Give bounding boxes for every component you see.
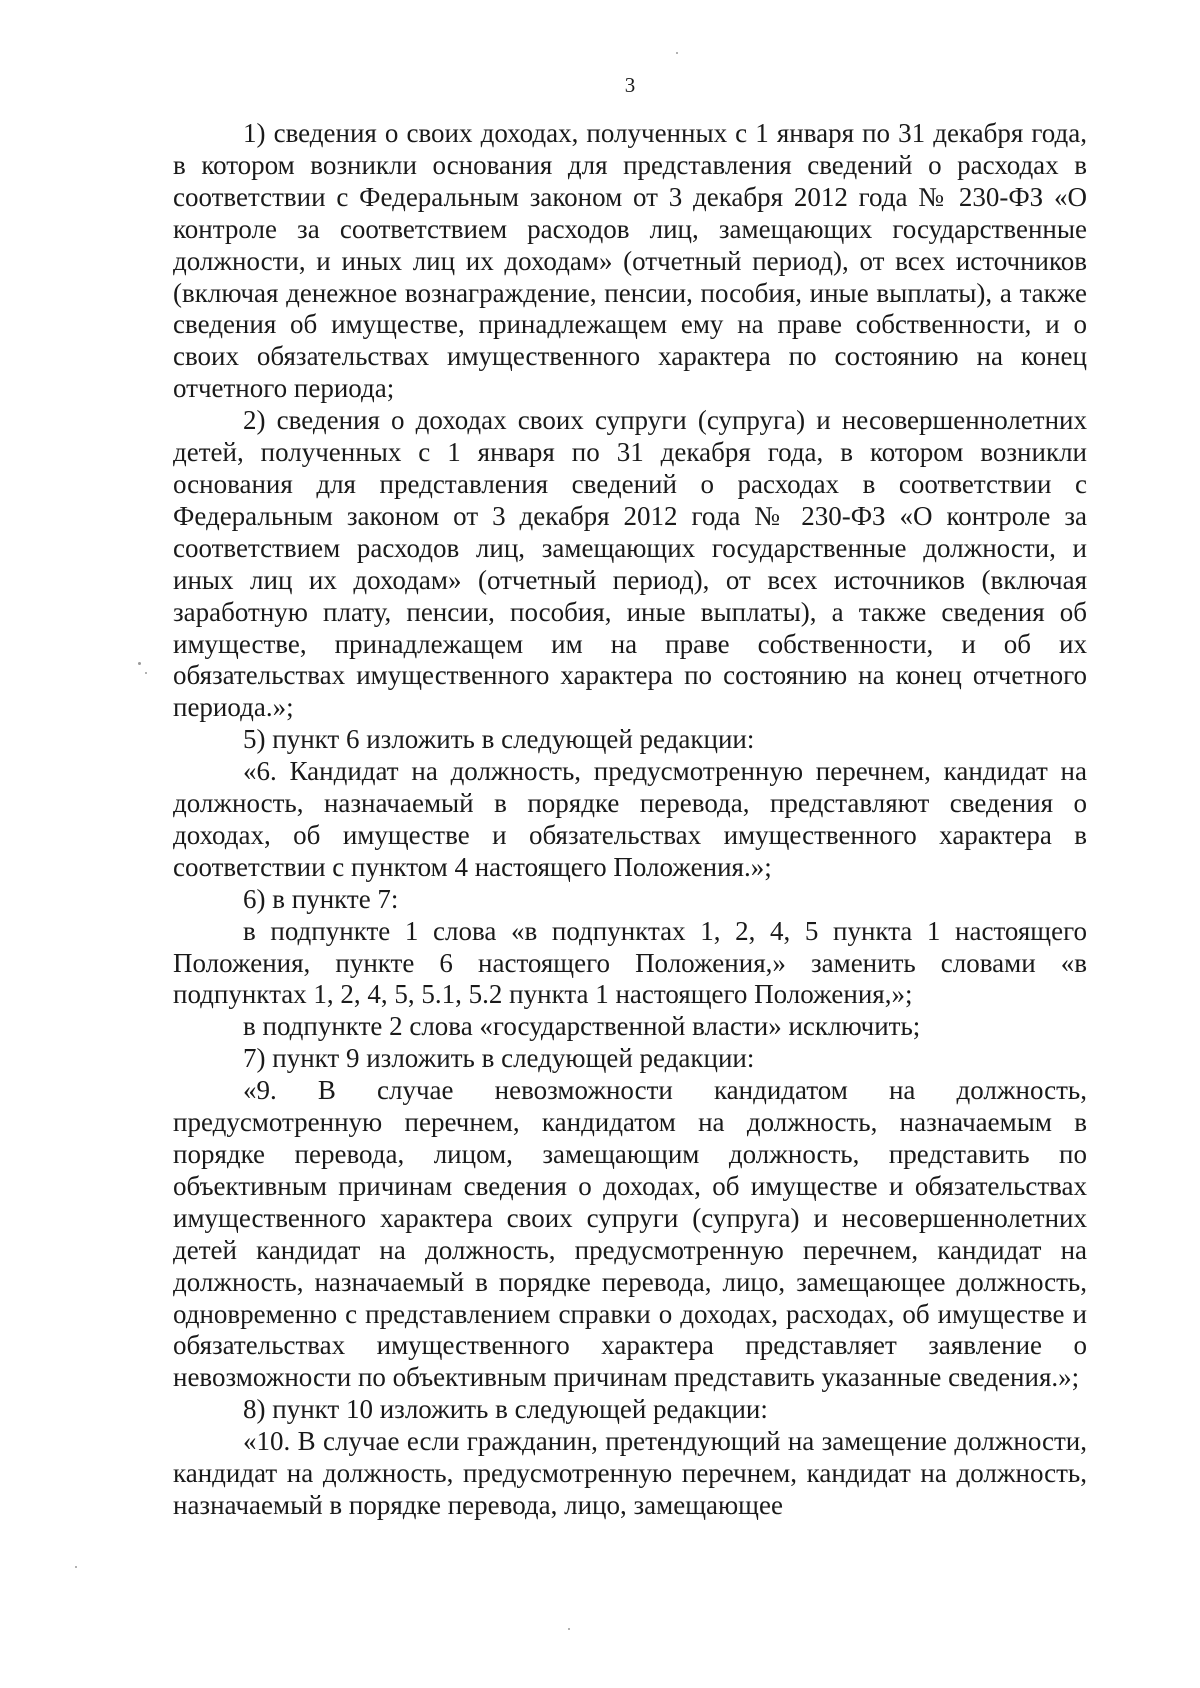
paragraph-subclause-1: в подпункте 1 слова «в подпунктах 1, 2, 4, 5 пункта 1 настоящего Положения, пункте 6 настоящего Положения,» заменить словами «в подпунктах 1, 2, 4, 5, 5.1, 5.2 пункта 1 настоящего Положения,»;: [173, 915, 1087, 1010]
paragraph-subclause-2: в подпункте 2 слова «государственной власти» исключить;: [243, 1011, 921, 1042]
paragraph-clause-6: «6. Кандидат на должность, предусмотренную перечнем, кандидат на должность, назначаемый в порядке перевода, представляют сведения о доходах, об имуществе и обязательствах имущественного характера в соответствии с пунктом 4 настоящего Положения.»;: [173, 756, 1087, 882]
scan-speck: [138, 662, 141, 665]
scan-speck: [568, 1628, 570, 1630]
paragraph-clause-9: «9. В случае невозможности кандидатом на должность, предусмотренную перечнем, кандидатом на должность, назначаемым в порядке перевода, лицом, замещающим должность, представить по объективным причинам сведения о доходах, об имуществе и обязательствах имущественного характера своих супруги (супруга) и несовершеннолетних детей кандидат на должность, предусмотренную перечнем, кандидат на должность, назначаемый в порядке перевода, лицо, замещающее должность, одновременно с представлением справки о доходах, расходах, об имуществе и обязательствах имущественного характера представляет заявление о невозможности по объективным причинам представить указанные сведения.»;: [173, 1075, 1087, 1393]
paragraph-clause-10: «10. В случае если гражданин, претендующий на замещение должности, кандидат на должность, предусмотренную перечнем, кандидат на должность, назначаемый в порядке перевода, лицо, замещающее: [173, 1426, 1087, 1520]
document-text: [173, 118, 1087, 1522]
paragraph-subitem-2: 2) сведения о доходах своих супруги (супруга) и несовершеннолетних детей, полученных с 1 января по 31 декабря года, в котором возникли основания для представления сведений о расходах в соответствии с Федеральным законом от 3 декабря 2012 года № 230-ФЗ «О контроле за соответствием расходов лиц, замещающих государственные должности, и иных лиц их доходам» (отчетный период), от всех источников (включая заработную плату, пенсии, пособия, иные выплаты), а также сведения об имуществе, принадлежащем им на праве собственности, и об их обязательствах имущественного характера по состоянию на конец отчетного периода.»;: [173, 405, 1087, 723]
paragraph-item-6: 6) в пункте 7:: [243, 883, 399, 914]
paragraph-item-5: 5) пункт 6 изложить в следующей редакции:: [243, 724, 755, 755]
scan-speck: [75, 1566, 77, 1568]
paragraph-item-7: 7) пункт 9 изложить в следующей редакции:: [243, 1043, 755, 1074]
page-number: 3: [624, 73, 636, 97]
scan-speck: [145, 672, 147, 674]
paragraph-item-8: 8) пункт 10 изложить в следующей редакции:: [243, 1394, 768, 1425]
paragraph-subitem-1: 1) сведения о своих доходах, полученных с 1 января по 31 декабря года, в котором возникли основания для представления сведений о расходах в соответствии с Федеральным законом от 3 декабря 2012 года № 230-ФЗ «О контроле за соответствием расходов лиц, замещающих государственные должности, и иных лиц их доходам» (отчетный период), от всех источников (включая денежное вознаграждение, пенсии, пособия, иные выплаты), а также сведения об имуществе, принадлежащем ему на праве собственности, и о своих обязательствах имущественного характера по состоянию на конец отчетного периода;: [173, 118, 1087, 404]
scan-speck: [676, 52, 678, 54]
